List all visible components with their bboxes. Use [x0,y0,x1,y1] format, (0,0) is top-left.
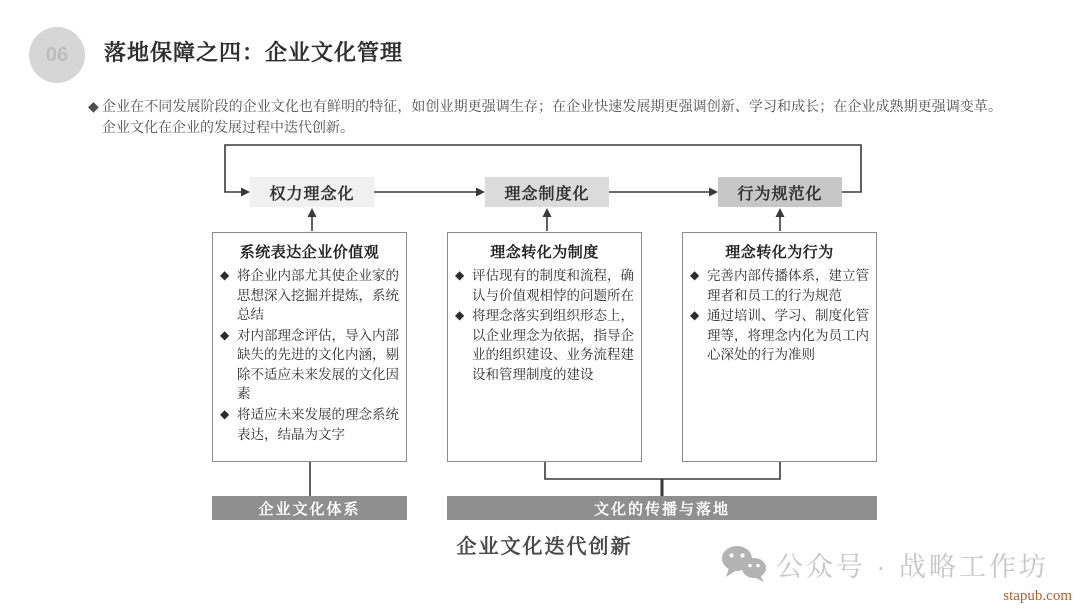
detail-box-values [212,232,407,462]
site-link[interactable]: stapub.com [1003,588,1072,604]
page-title: 落地保障之四：企业文化管理 [104,40,404,65]
diamond-bullet-icon: ◆ [455,268,465,282]
bottom-bar-culture-system: 企业文化体系 [212,496,407,520]
intro-paragraph [88,96,1002,138]
stage-label: 理念制度化 [504,185,590,203]
stage-box-institutionalize [485,177,609,207]
diagram-caption: 企业文化迭代创新 [456,536,633,558]
bottom-bar-culture-landing: 文化的传播与落地 [447,496,877,520]
intro-text: 企业在不同发展阶段的企业文化也有鲜明的特征，如创业期更强调生存；在企业快速发展期更强调创新、学习和成长；在企业成熟期更强调变革。企业文化在企业的发展过程中迭代创新。 [102,98,1002,135]
list-item: ◆ 完善内部传播体系，建立管理者和员工的行为规范 [690,266,869,305]
diamond-bullet-icon: ◆ [690,268,700,282]
diamond-bullet-icon: ◆ [220,406,230,421]
watermark-label: 公众号 · 战略工作坊 [776,551,1049,582]
detail-title: 理念转化为行为 [725,244,834,261]
detail-title: 系统表达企业价值观 [239,244,380,261]
diamond-bullet-icon: ◆ [455,308,465,323]
watermark [720,544,1049,584]
detail-box-behavior [682,232,877,462]
list-item: ◆ 对内部理念评估，导入内部缺失的先进的文化内涵，剔除不适应未来发展的文化因素 [220,326,399,404]
diamond-bullet-icon: ◆ [88,98,99,114]
detail-bullet-list [690,266,869,365]
list-item: ◆ 将适应未来发展的理念系统表达，结晶为文字 [220,405,399,444]
detail-bullet-list [220,266,399,444]
wechat-icon [720,544,768,584]
detail-title: 理念转化为制度 [490,244,599,261]
diamond-bullet-icon: ◆ [690,308,700,323]
slide-number-badge [29,27,85,83]
detail-box-institution [447,232,642,462]
diamond-bullet-icon: ◆ [220,327,230,342]
stage-label: 权力理念化 [269,185,355,203]
stage-box-behavior [718,177,842,207]
list-item: ◆ 评估现有的制度和流程，确认与价值观相悖的问题所在 [455,266,634,305]
list-item: ◆ 将理念落实到组织形态上，以企业理念为依据，指导企业的组织建设、业务流程建设和管理制度的建设 [455,306,634,384]
list-item: ◆ 通过培训、学习、制度化管理等，将理念内化为员工内心深处的行为准则 [690,306,869,365]
slide-number: 06 [45,43,69,66]
stage-label: 行为规范化 [737,185,823,203]
list-item: ◆ 将企业内部尤其使企业家的思想深入挖掘并提炼，系统总结 [220,266,399,325]
detail-bullet-list [455,266,634,384]
diamond-bullet-icon: ◆ [220,268,230,282]
stage-box-concept [250,177,374,207]
